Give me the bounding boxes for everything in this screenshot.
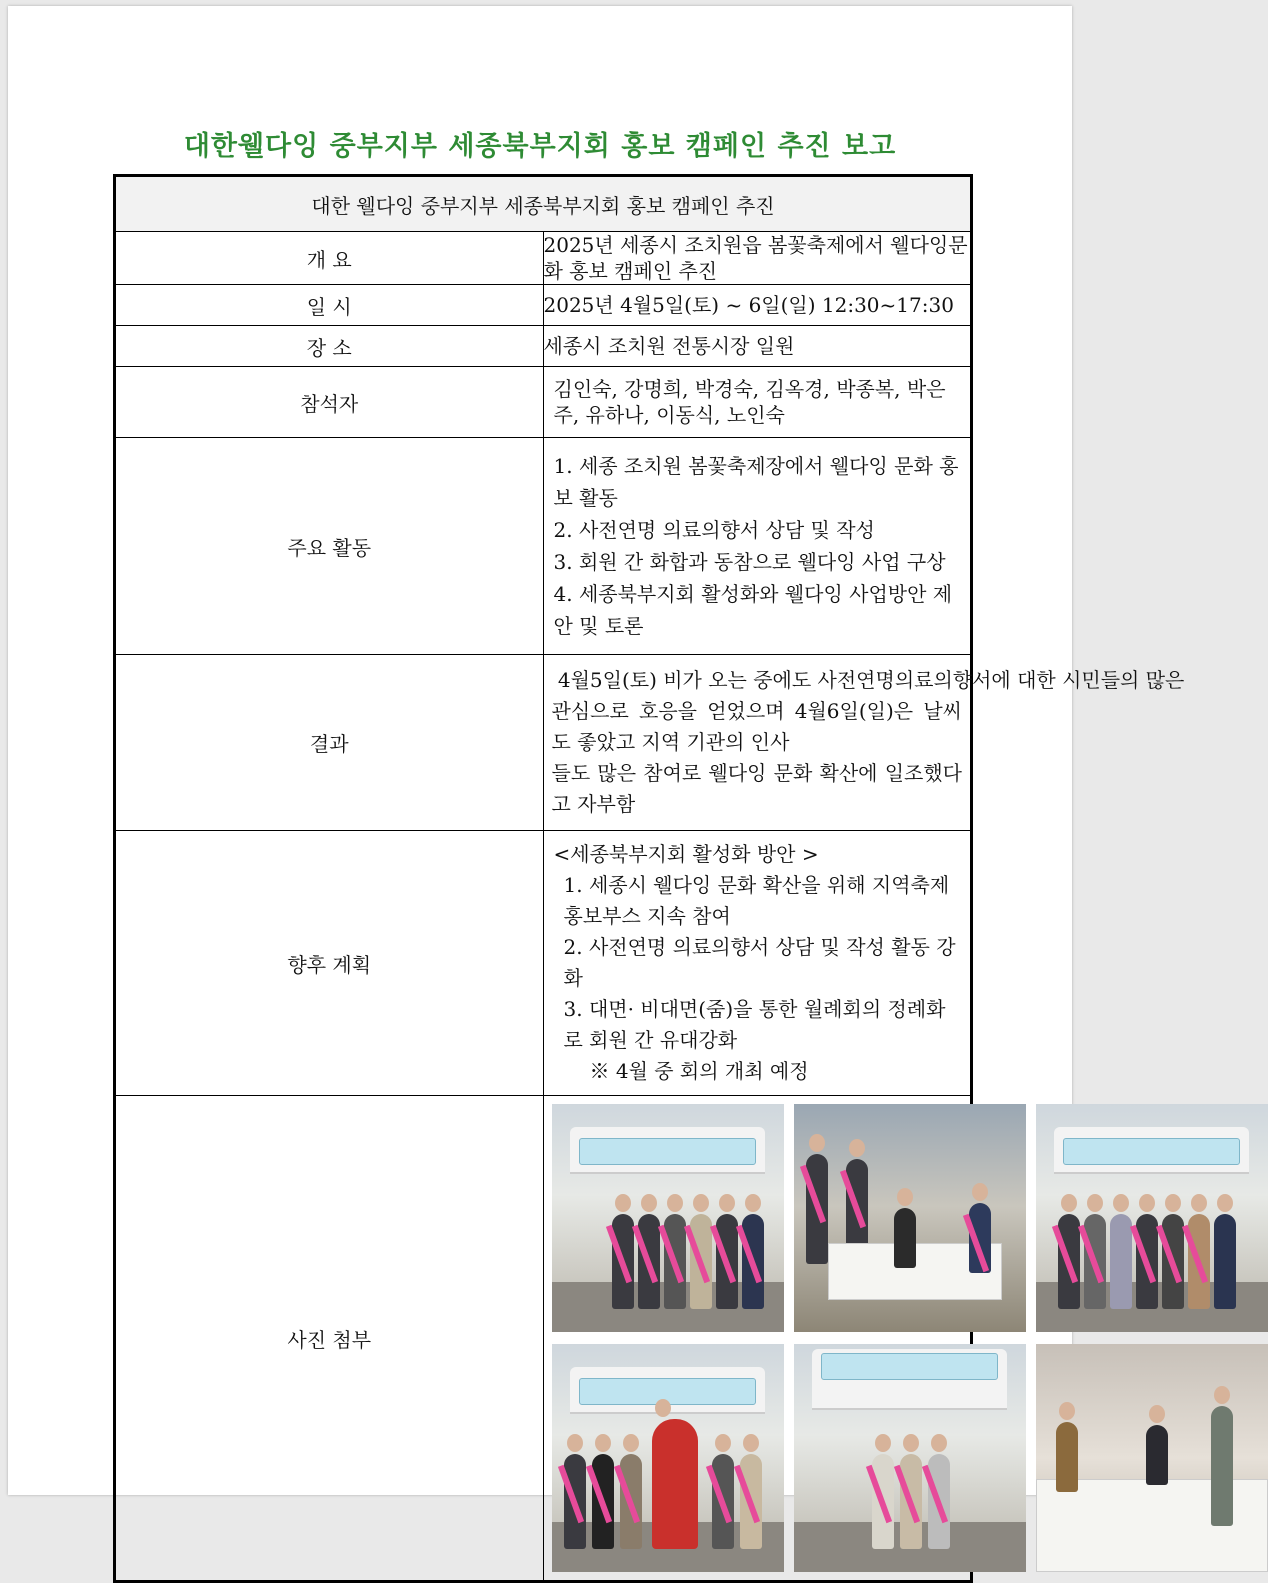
- document-title: 대한웰다잉 중부지부 세종북부지회 홍보 캠페인 추진 보고: [183, 131, 897, 162]
- activities-list: [544, 438, 971, 654]
- activities-cell: [543, 438, 972, 655]
- photos-label: 사진 첨부: [115, 1096, 544, 1582]
- list-item: 2. 사전연명 의료의향서 상담 및 작성: [553, 518, 875, 542]
- plan-heading: <세종북부지회 활성화 방안 >: [553, 842, 819, 866]
- campaign-banner: [821, 1353, 997, 1380]
- result-text: [544, 655, 1185, 830]
- photo-booth-group-2: [1036, 1104, 1268, 1332]
- result-label: 결과: [115, 655, 544, 831]
- result-line: 들도 많은 참여로 웰다잉 문화 확산에 일조했다고 자부함: [551, 761, 962, 816]
- date-label: 일 시: [115, 285, 544, 326]
- photo-grid: [544, 1100, 971, 1576]
- place-label: 장 소: [115, 326, 544, 367]
- result-line: 관심으로 호응을 얻었으며 4월6일(일)은 날씨도 좋았고 지역 기관의 인사: [551, 699, 962, 754]
- overview-label: 개 요: [115, 232, 544, 285]
- date-value: 2025년 4월5일(토) ~ 6일(일) 12:30~17:30: [543, 285, 972, 326]
- activities-label: 주요 활동: [115, 438, 544, 655]
- list-item: 1. 세종 조치원 봄꽃축제장에서 웰다잉 문화 홍보 활동: [553, 454, 959, 510]
- campaign-banner: [1063, 1138, 1239, 1165]
- place-value: 세종시 조치원 전통시장 일원: [543, 326, 972, 367]
- list-item: 3. 대면· 비대면(줌)을 통한 월례회의 정례화로 회원 간 유대강화: [563, 997, 946, 1052]
- plan-content: [544, 831, 971, 1095]
- photo-booth-three: [794, 1344, 1026, 1572]
- attendees-value: 김인숙, 강명희, 박경숙, 김옥경, 박종복, 박은주, 유하나, 이동식, 노인숙: [543, 367, 972, 438]
- attendees-label: 참석자: [115, 367, 544, 438]
- table-header: 대한 웰다잉 중부지부 세종북부지회 홍보 캠페인 추진: [115, 176, 972, 232]
- photo-consultation-1: [794, 1104, 1026, 1332]
- result-line: 4월5일(토) 비가 오는 중에도 사전연명의료의향서에 대한 시민들의 많은: [551, 668, 1185, 692]
- overview-value: 2025년 세종시 조치원읍 봄꽃축제에서 웰다잉문화 홍보 캠페인 추진: [543, 232, 972, 285]
- campaign-banner: [579, 1138, 755, 1165]
- list-item: 3. 회원 간 화합과 동참으로 웰다잉 사업 구상: [553, 550, 946, 574]
- list-item: 2. 사전연명 의료의향서 상담 및 작성 활동 강화: [563, 935, 956, 990]
- plan-cell: [543, 831, 972, 1096]
- photo-consultation-2: [1036, 1344, 1268, 1572]
- result-cell: [543, 655, 1185, 831]
- photo-mascot-group: [552, 1344, 784, 1572]
- list-item: 4. 세종북부지회 활성화와 웰다잉 사업방안 제안 및 토론: [553, 582, 953, 638]
- list-item: 1. 세종시 웰다잉 문화 확산을 위해 지역축제 홍보부스 지속 참여: [563, 873, 950, 928]
- photo-booth-group-1: [552, 1104, 784, 1332]
- mascot: [652, 1419, 698, 1549]
- plan-label: 향후 계획: [115, 831, 544, 1096]
- photos-cell: [543, 1096, 972, 1582]
- report-table: [113, 174, 1185, 1583]
- plan-note: ※ 4월 중 회의 개최 예정: [589, 1059, 809, 1083]
